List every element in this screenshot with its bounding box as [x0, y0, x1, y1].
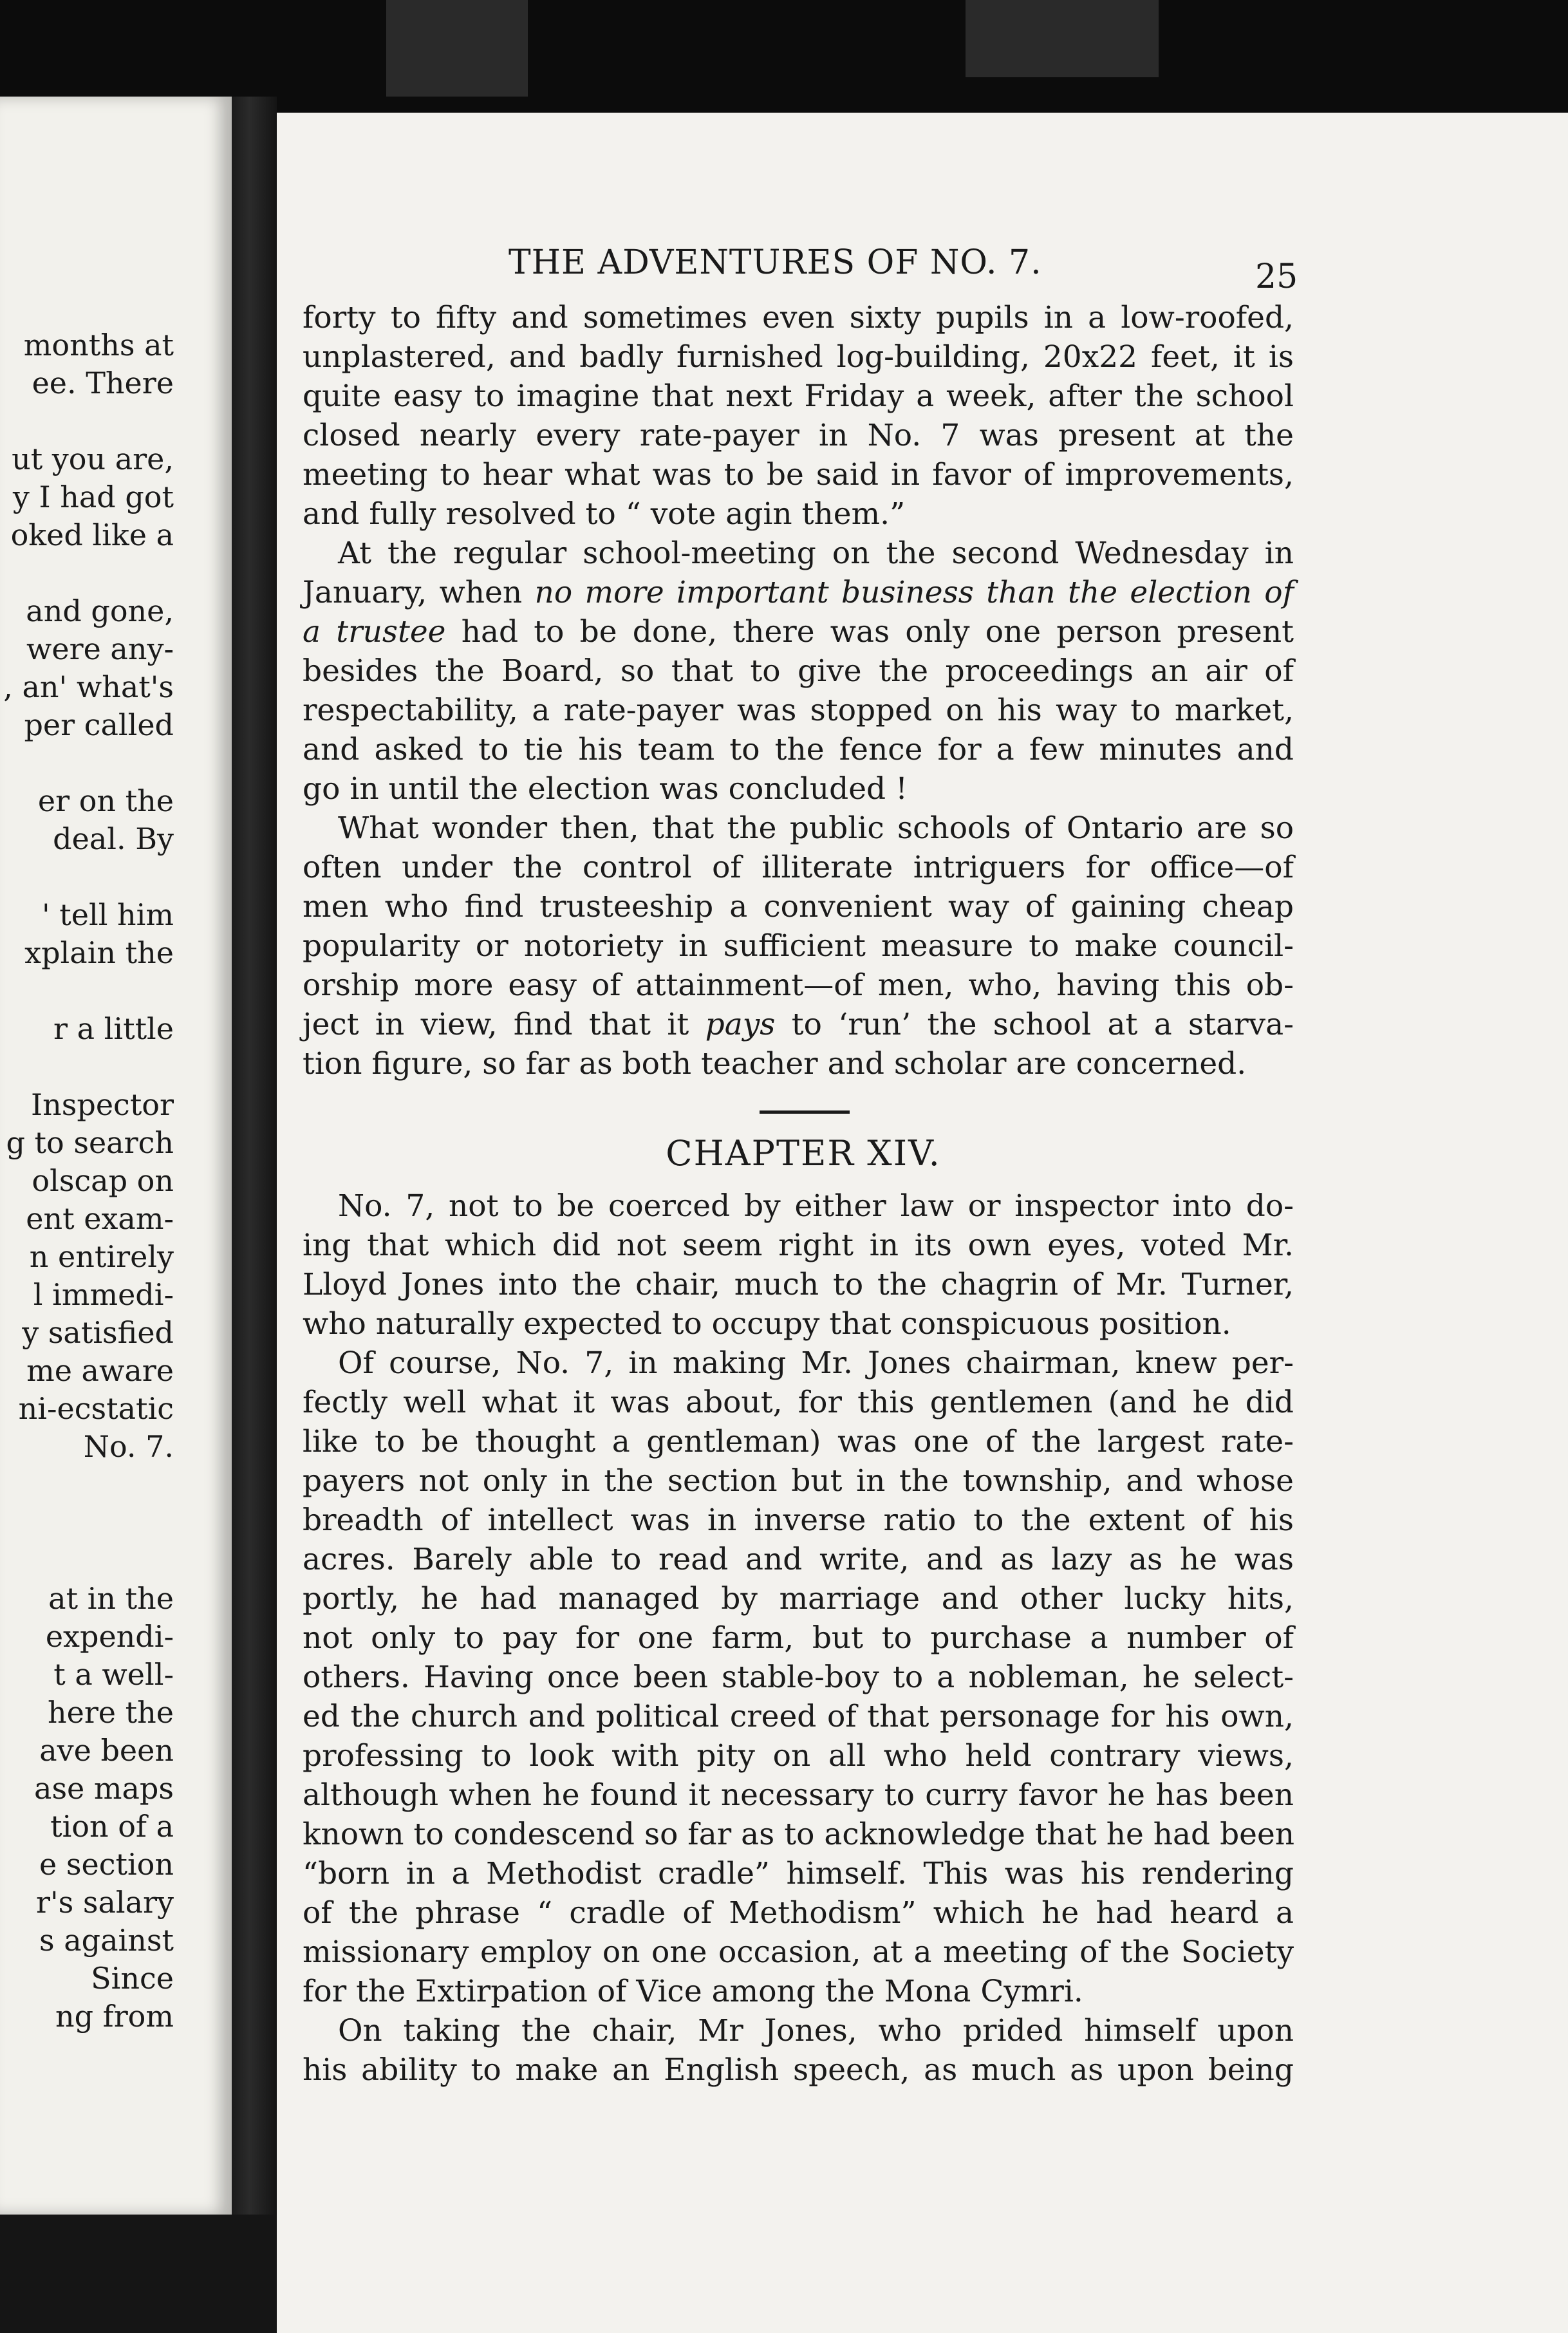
facing-page-text: s against [39, 1923, 174, 1958]
text-segment: ject in view, find that it [303, 1007, 689, 1042]
paragraph-first-line: Of course, No. 7, in making Mr. Jones chairman, knew per- [338, 1345, 1294, 1381]
text-line: “born in a Methodist cradle” himself. This was his rendering [303, 1856, 1294, 1891]
facing-page-text: xplain the [24, 935, 174, 970]
facing-page-text: No. 7. [83, 1429, 174, 1464]
text-segment: January, when [303, 575, 523, 610]
facing-page-text: ni-ecstatic [18, 1391, 174, 1426]
text-line [303, 1009, 1294, 1040]
scan-shadow [966, 0, 1159, 77]
paragraph-first-line: No. 7, not to be coerced by either law or inspector into do- [338, 1188, 1294, 1224]
text-line: ed the church and political creed of that personage for his own, [303, 1699, 1294, 1734]
text-line: his ability to make an English speech, as much as upon being [303, 2052, 1294, 2088]
facing-page-text: expendi- [45, 1619, 174, 1654]
text-line: men who find trusteeship a convenient way of gaining cheap [303, 889, 1294, 924]
running-head: THE ADVENTURES OF NO. 7. [509, 243, 1042, 282]
facing-page-text: t a well- [53, 1657, 174, 1692]
facing-page-text: oked like a [10, 518, 174, 552]
text-line: forty to fifty and sometimes even sixty pupils in a low-roofed, [303, 300, 1294, 335]
emphasis-text: no more important business than the election of [534, 575, 1294, 610]
page-number: 25 [1255, 258, 1298, 296]
text-line: known to condescend so far as to acknowledge that he had been [303, 1817, 1295, 1852]
facing-page-text: were any- [26, 632, 174, 666]
paragraph-first-line: On taking the chair, Mr Jones, who prided himself upon [338, 2013, 1294, 2048]
text-segment: to ‘run’ the school at a starva- [791, 1007, 1294, 1042]
scan-background-bottom [0, 2215, 277, 2333]
facing-page-text: ase maps [34, 1771, 174, 1806]
text-line: ing that which did not seem right in its own eyes, voted Mr. [303, 1228, 1294, 1263]
text-line: go in until the election was concluded ! [303, 771, 908, 807]
text-line: tion figure, so far as both teacher and scholar are concerned. [303, 1046, 1247, 1082]
facing-page-text: ng from [55, 1999, 174, 2034]
facing-page-text: ee. There [32, 366, 174, 400]
facing-page-text: ' tell him [42, 897, 174, 932]
text-line: acres. Barely able to read and write, and as lazy as he was [303, 1542, 1294, 1577]
text-line: professing to look with pity on all who held contrary views, [303, 1738, 1294, 1774]
facing-page-text: olscap on [32, 1163, 174, 1198]
text-line: of the phrase “ cradle of Methodism” which he had heard a [303, 1895, 1294, 1931]
facing-page-text: e section [39, 1847, 174, 1882]
facing-page-text: per called [24, 707, 174, 742]
facing-page-text: me aware [26, 1353, 174, 1388]
scan-shadow [386, 0, 528, 97]
paragraph-first-line: What wonder then, that the public schools of Ontario are so [338, 810, 1294, 846]
facing-page-text: here the [47, 1695, 174, 1730]
facing-page-text: l immedi- [33, 1277, 174, 1312]
facing-page-text: deal. By [53, 821, 174, 856]
facing-page-text: r a little [53, 1011, 174, 1046]
facing-page-text: ent exam- [26, 1201, 174, 1236]
facing-page-text: Inspector [30, 1087, 174, 1122]
facing-page-text: r's salary [35, 1885, 174, 1920]
text-line: who naturally expected to occupy that conspicuous position. [303, 1306, 1231, 1342]
chapter-heading: CHAPTER XIV. [666, 1133, 941, 1174]
facing-page-text: n entirely [29, 1239, 174, 1274]
text-line: quite easy to imagine that next Friday a week, after the school [303, 379, 1294, 414]
facing-page-text: y I had got [12, 480, 174, 514]
text-line: meeting to hear what was to be said in favor of improvements, [303, 457, 1294, 492]
text-line: Lloyd Jones into the chair, much to the chagrin of Mr. Turner, [303, 1267, 1294, 1302]
text-line: closed nearly every rate-payer in No. 7 was present at the [303, 418, 1294, 453]
facing-page-text: g to search [6, 1125, 174, 1160]
facing-page-text: tion of a [50, 1809, 174, 1844]
facing-page-text: and gone, [26, 594, 174, 628]
facing-page-text: ave been [39, 1733, 174, 1768]
text-line: fectly well what it was about, for this gentlemen (and he did [303, 1385, 1294, 1420]
text-line: and fully resolved to “ vote agin them.” [303, 496, 906, 532]
text-line: although when he found it necessary to curry favor he has been [303, 1777, 1294, 1813]
facing-page-text: ut you are, [12, 442, 174, 476]
facing-page-text: months at [23, 328, 174, 362]
text-line: missionary employ on one occasion, at a meeting of the Society [303, 1935, 1294, 1970]
emphasis-text: a trustee [303, 614, 446, 650]
text-line: often under the control of illiterate intriguers for office—of [303, 850, 1294, 885]
text-line: like to be thought a gentleman) was one of the largest rate- [303, 1424, 1294, 1459]
text-line: portly, he had managed by marriage and other lucky hits, [303, 1581, 1294, 1616]
facing-page-text: Since [91, 1961, 174, 1996]
text-line: respectability, a rate-payer was stopped on his way to market, [303, 693, 1294, 728]
text-line: unplastered, and badly furnished log-building, 20x22 feet, it is [303, 339, 1294, 375]
emphasis-text: pays [705, 1007, 776, 1042]
text-segment: had to be done, there was only one person present [461, 614, 1294, 650]
text-line [303, 577, 1294, 608]
text-line: others. Having once been stable-boy to a nobleman, he select- [303, 1660, 1294, 1695]
text-line: for the Extirpation of Vice among the Mona Cymri. [303, 1974, 1083, 2009]
facing-page-text: er on the [37, 783, 174, 818]
section-rule [760, 1110, 850, 1114]
text-line: besides the Board, so that to give the proceedings an air of [303, 653, 1294, 689]
text-line: not only to pay for one farm, but to purchase a number of [303, 1620, 1294, 1656]
paragraph-first-line: At the regular school-meeting on the second Wednesday in [338, 536, 1294, 571]
text-line [303, 614, 1294, 650]
facing-page-text: y satisfied [22, 1315, 174, 1350]
book-gutter [232, 97, 277, 2333]
text-line: and asked to tie his team to the fence for a few minutes and [303, 732, 1294, 767]
text-line: popularity or notoriety in sufficient measure to make council- [303, 928, 1294, 964]
text-line: payers not only in the section but in the township, and whose [303, 1463, 1294, 1499]
text-line: orship more easy of attainment—of men, who, having this ob- [303, 968, 1294, 1003]
facing-page-text: at in the [48, 1581, 174, 1616]
text-line: breadth of intellect was in inverse ratio to the extent of his [303, 1503, 1294, 1538]
facing-page-text: , an' what's [3, 670, 174, 704]
